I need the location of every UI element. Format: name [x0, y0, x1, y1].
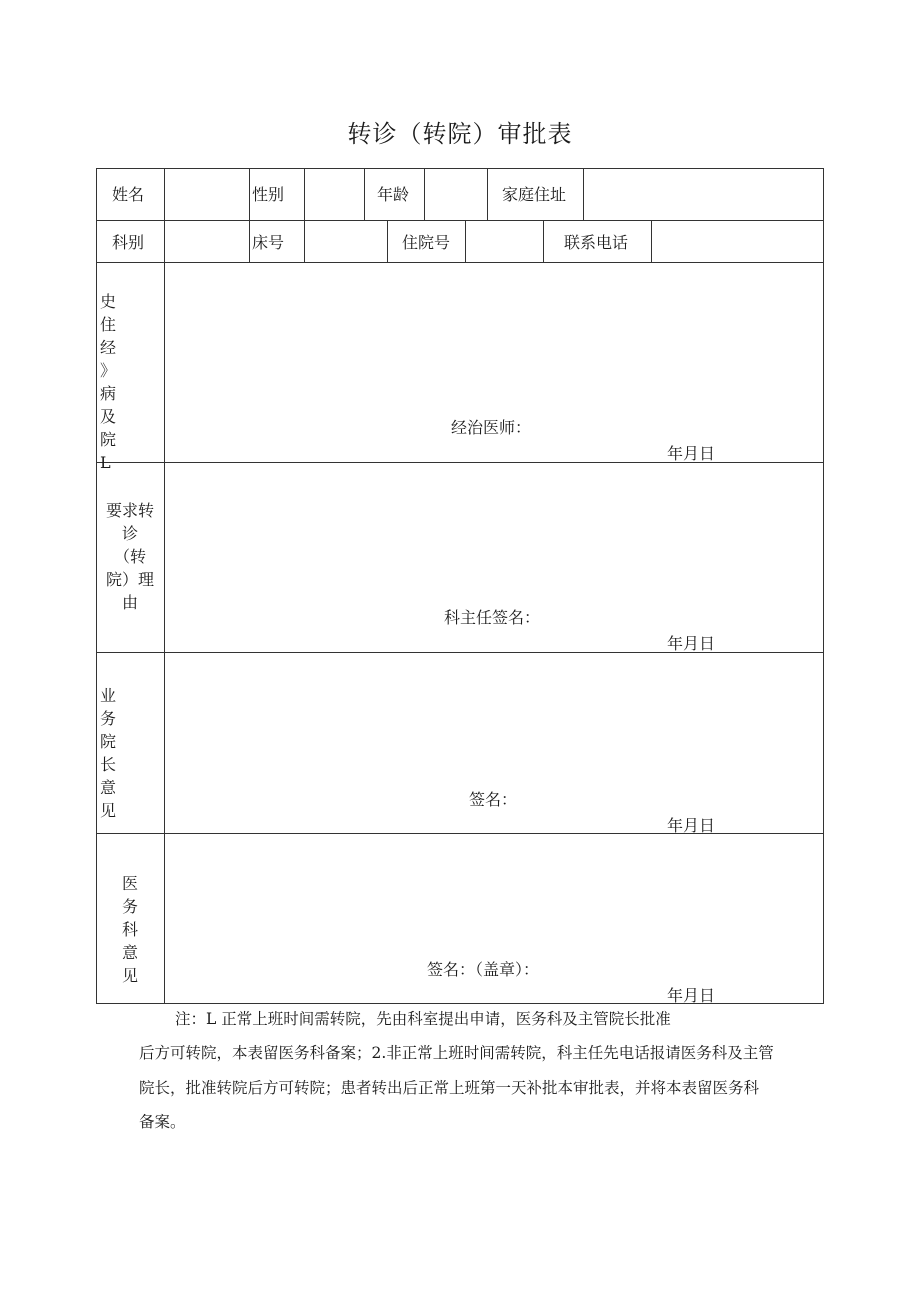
name-field[interactable] — [166, 170, 248, 219]
label-char: 务 — [100, 709, 117, 728]
label-char: 见 — [122, 966, 139, 985]
age-label: 年龄 — [377, 185, 410, 204]
footnote-line: 备案。 — [139, 1113, 186, 1131]
table-border-top — [96, 168, 824, 169]
medical-office-signature-label: 签名：（盖章）： — [427, 960, 540, 979]
label-char: 意 — [122, 943, 139, 962]
label-char: 及 — [100, 407, 117, 426]
label-char: 见 — [100, 801, 117, 820]
vp-signature-label: 签名： — [469, 790, 518, 809]
table-border-right — [823, 168, 824, 1004]
age-field[interactable] — [426, 170, 486, 219]
label-line: （转 — [113, 547, 146, 566]
date-label: 年月日 — [667, 444, 716, 463]
cell-divider — [543, 220, 544, 263]
footnote-line: 后方可转院，本表留医务科备案；2.非正常上班时间需转院，科主任先电话报请医务科及主管 — [139, 1044, 774, 1062]
cell-divider — [424, 168, 425, 221]
phone-field[interactable] — [653, 222, 822, 261]
cell-divider — [387, 220, 388, 263]
page-title: 转诊（转院）审批表 — [347, 120, 573, 148]
admission-no-field[interactable] — [467, 222, 542, 261]
section-medical-office-label — [122, 872, 142, 987]
dept-field[interactable] — [166, 222, 248, 261]
section-history-label — [100, 290, 120, 474]
label-char: 医 — [122, 874, 139, 893]
label-char: 院 — [100, 430, 117, 449]
section-reason-label — [98, 499, 162, 614]
bed-field[interactable] — [306, 222, 386, 261]
label-char: 住 — [100, 315, 117, 334]
date-label: 年月日 — [667, 816, 716, 835]
cell-divider — [304, 168, 305, 263]
cell-divider — [465, 220, 466, 263]
cell-divider — [364, 168, 365, 221]
table-border-left — [96, 168, 97, 1004]
date-label: 年月日 — [667, 986, 716, 1005]
label-column-divider — [164, 168, 165, 1004]
label-char: 史 — [100, 292, 117, 311]
cell-divider — [249, 220, 250, 263]
label-line: 要求转 — [105, 501, 154, 520]
section-vp-opinion-label — [100, 684, 120, 822]
bed-label: 床号 — [252, 233, 285, 252]
phone-label: 联系电话 — [564, 233, 629, 252]
label-char: 》 — [100, 361, 117, 380]
label-char: 业 — [100, 686, 117, 705]
label-char: 科 — [122, 920, 139, 939]
label-char: 经 — [100, 338, 117, 357]
label-line: 由 — [121, 593, 138, 612]
name-label: 姓名 — [112, 185, 145, 204]
footnote-line: 院长，批准转院后方可转院；患者转出后正常上班第一天补批本审批表，并将本表留医务科 — [139, 1079, 760, 1097]
label-char: 务 — [122, 897, 139, 916]
footnote-line: 注：L 正常上班时间需转院，先由科室提出申请，医务科及主管院长批准 — [175, 1010, 671, 1028]
date-label: 年月日 — [667, 634, 716, 653]
cell-divider — [651, 220, 652, 263]
label-line: 诊 — [121, 524, 138, 543]
admission-no-label: 住院号 — [402, 233, 451, 252]
address-label: 家庭住址 — [502, 185, 567, 204]
label-char: L — [100, 453, 111, 472]
gender-label: 性别 — [252, 185, 285, 204]
cell-divider — [487, 168, 488, 221]
label-char: 病 — [100, 384, 117, 403]
label-char: 院 — [100, 732, 117, 751]
dept-head-signature-label: 科主任签名： — [444, 608, 541, 627]
dept-label: 科别 — [112, 233, 145, 252]
row-divider — [96, 220, 824, 221]
label-line: 院）理 — [105, 570, 154, 589]
cell-divider — [583, 168, 584, 221]
address-field[interactable] — [585, 170, 822, 219]
attending-doctor-signature-label: 经治医师： — [451, 418, 532, 437]
label-char: 意 — [100, 778, 117, 797]
cell-divider — [249, 168, 250, 221]
label-char: 长 — [100, 755, 117, 774]
gender-field[interactable] — [306, 170, 363, 219]
row-divider — [96, 262, 824, 263]
